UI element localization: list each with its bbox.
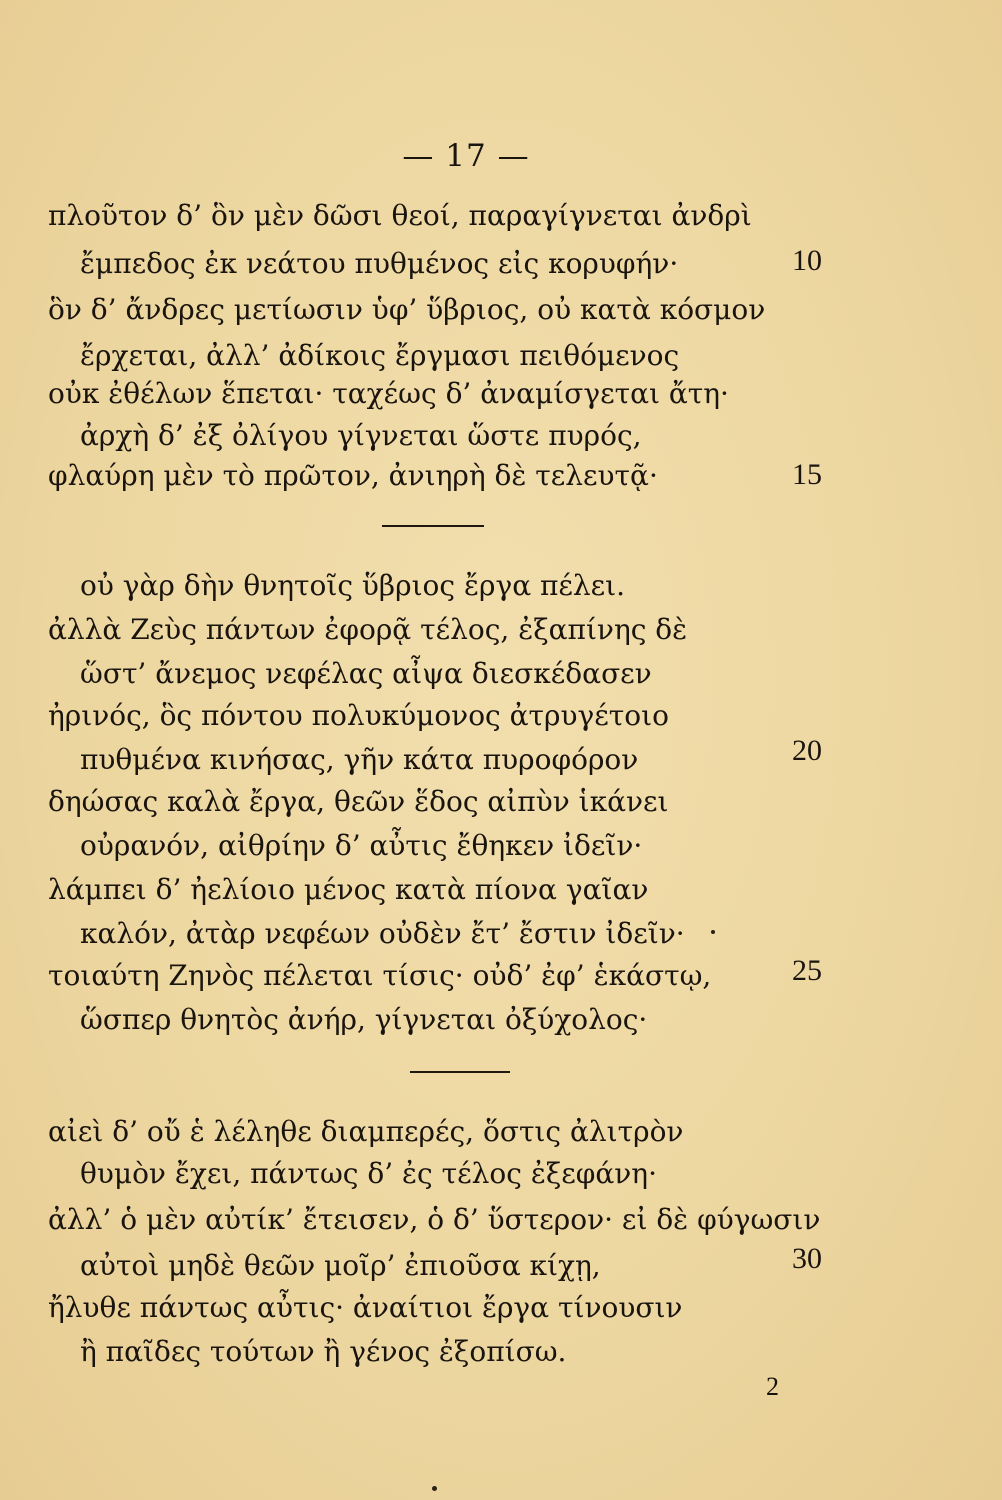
verse-text: οὐκ ἐθέλων ἕπεται· ταχέως δ’ ἀναμίσγεται ἄτη· [48,377,729,410]
line-number: 10 [792,244,822,277]
verse-text: καλόν, ἀτὰρ νεφέων οὐδὲν ἔτ’ ἔστιν ἰδεῖν· [80,917,685,950]
verse-line [80,569,626,602]
print-speck [432,1486,437,1491]
verse-line [80,1335,567,1368]
verse-line [48,873,649,906]
verse-text: ἠρινός, ὃς πόντου πολυκύμονος ἀτρυγέτοιο [48,699,669,732]
verse-line [80,829,643,862]
verse-line [48,377,729,410]
verse-line [80,1249,601,1282]
line-number: 20 [792,734,822,767]
verse-line [80,419,642,452]
signature-mark: 2 [766,1372,779,1401]
verse-text: ἀλλ’ ὁ μὲν αὐτίκ’ ἔτεισεν, ὁ δ’ ὕστερον· εἰ δὲ φύγωσιν [48,1203,821,1236]
verse-text: ὥσπερ θνητὸς ἀνήρ, γίγνεται ὀξύχολος· [80,1003,648,1036]
verse-text: πλοῦτον δ’ ὃν μὲν δῶσι θεοί, παραγίγνεται ἀνδρὶ [48,199,752,232]
verse-line [80,657,652,690]
verse-line [48,293,766,326]
verse-line [80,247,679,280]
line-number: 25 [792,954,822,987]
verse-line [48,199,752,232]
verse-text: αἰεὶ δ’ οὔ ἑ λέληθε διαμπερές, ὅστις ἀλιτρὸν [48,1115,684,1148]
verse-line [80,1003,648,1036]
print-speck [711,930,715,934]
verse-line [48,785,669,818]
verse-text: λάμπει δ’ ἠελίοιο μένος κατὰ πίονα γαῖαν [48,873,649,906]
verse-line [48,613,688,646]
verse-line [48,959,712,992]
verse-text: ἤλυθε πάντως αὖτις· ἀναίτιοι ἔργα τίνουσιν [48,1291,683,1324]
verse-text: φλαύρη μὲν τὸ πρῶτον, ἀνιηρὴ δὲ τελευτᾷ· [48,459,658,492]
verse-line [80,339,680,372]
verse-line [80,743,639,776]
verse-text: ἢ παῖδες τούτων ἢ γένος ἐξοπίσω. [80,1335,567,1368]
line-number: 30 [792,1242,822,1275]
verse-text: πυθμένα κινήσας, γῆν κάτα πυροφόρον [80,743,639,776]
verse-text: ἀλλὰ Ζεὺς πάντων ἐφορᾷ τέλος, ἐξαπίνης δὲ [48,613,688,646]
verse-line [80,917,685,950]
verse-text: ὥστ’ ἄνεμος νεφέλας αἶψα διεσκέδασεν [80,657,652,690]
verse-line [48,699,669,732]
section-divider [410,1071,510,1073]
verse-text: ἔμπεδος ἐκ νεάτου πυθμένος εἰς κορυφήν· [80,247,679,280]
verse-text: ὃν δ’ ἄνδρες μετίωσιν ὑφ’ ὕβριος, οὐ κατὰ κόσμον [48,293,766,326]
verse-text: ἀρχὴ δ’ ἐξ ὀλίγου γίγνεται ὥστε πυρός, [80,419,642,452]
verse-text: δηώσας καλὰ ἔργα, θεῶν ἕδος αἰπὺν ἱκάνει [48,785,669,818]
verse-line [48,1203,821,1236]
verse-line [48,459,658,492]
verse-line [80,1157,657,1190]
verse-text: αὐτοὶ μηδὲ θεῶν μοῖρ’ ἐπιοῦσα κίχῃ, [80,1249,601,1282]
verse-text: οὐρανόν, αἰθρίην δ’ αὖτις ἔθηκεν ἰδεῖν· [80,829,643,862]
section-divider [382,525,484,527]
verse-line [48,1115,684,1148]
page-number-text: — 17 — [402,138,530,174]
line-number: 15 [792,458,822,491]
page-number [0,138,1002,174]
verse-text: ἔρχεται, ἀλλ’ ἀδίκοις ἔργμασι πειθόμενος [80,339,680,372]
verse-line [48,1291,683,1324]
verse-text: θυμὸν ἔχει, πάντως δ’ ἐς τέλος ἐξεφάνη· [80,1157,657,1190]
verse-text: τοιαύτη Ζηνὸς πέλεται τίσις· οὐδ’ ἐφ’ ἑκάστῳ, [48,959,712,992]
verse-text: οὐ γὰρ δὴν θνητοῖς ὕβριος ἔργα πέλει. [80,569,626,602]
